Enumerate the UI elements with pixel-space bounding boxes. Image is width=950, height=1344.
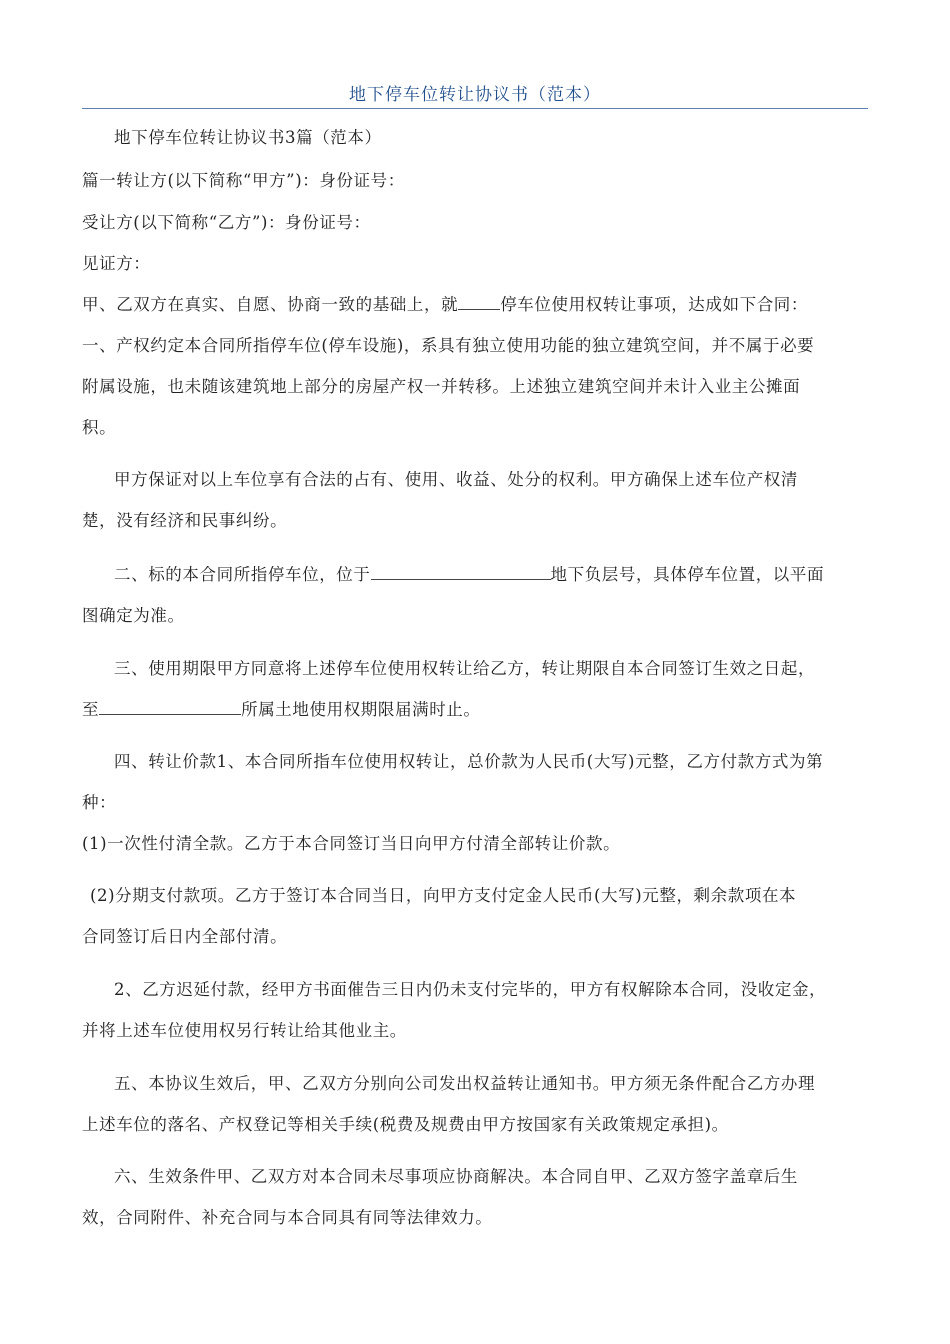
section-3-text-after: 所属土地使用权期限届满时止。 — [241, 700, 481, 719]
section-2-line: 图确定为准。 — [82, 606, 185, 625]
section-4-clause-2: 2、乙方迟延付款，经甲方书面催告三日内仍未支付完毕的，甲方有权解除本合同，没收定金， — [114, 980, 827, 999]
blank-field — [371, 565, 551, 580]
section-1-line: 一、产权约定本合同所指停车位(停车设施)，系具有独立使用功能的独立建筑空间，并不属于必要 — [82, 336, 815, 355]
party-a-line: 篇一转让方(以下简称“甲方”)：身份证号： — [82, 171, 405, 190]
section-2-line — [114, 565, 904, 585]
intro-text-after: 停车位使用权转让事项，达成如下合同： — [500, 295, 809, 314]
intro-text-before: 甲、乙双方在真实、自愿、协商一致的基础上，就 — [82, 295, 459, 314]
section-1-line: 积。 — [82, 418, 117, 437]
section-2-text-after: 地下负层号，具体停车位置，以平面 — [550, 565, 825, 584]
section-4-line: 四、转让价款1、本合同所指车位使用权转让，总价款为人民币(大写)元整，乙方付款方式为第 — [114, 752, 824, 771]
section-4-clause-2: 并将上述车位使用权另行转让给其他业主。 — [82, 1021, 407, 1040]
section-4-option-2: (2)分期支付款项。乙方于签订本合同当日，向甲方支付定金人民币(大写)元整，剩余款项在本 — [90, 886, 797, 905]
section-4-option-1: (1)一次性付清全款。乙方于本合同签订当日向甲方付清全部转让价款。 — [82, 834, 621, 853]
section-4-line: 种： — [82, 793, 117, 812]
section-1b-line: 楚，没有经济和民事纠纷。 — [82, 511, 288, 530]
section-3-line: 三、使用期限甲方同意将上述停车位使用权转让给乙方，转让期限自本合同签订生效之日起， — [114, 659, 816, 678]
section-6-line: 效，合同附件、补充合同与本合同具有同等法律效力。 — [82, 1208, 493, 1227]
page-title: 地下停车位转让协议书（范本） — [349, 85, 601, 105]
section-1-line: 附属设施，也未随该建筑地上部分的房屋产权一并转移。上述独立建筑空间并未计入业主公摊面 — [82, 377, 801, 396]
section-4-option-2: 合同签订后日内全部付清。 — [82, 927, 288, 946]
section-2-text-before: 二、标的本合同所指停车位，位于 — [114, 565, 371, 584]
section-6-line: 六、生效条件甲、乙双方对本合同未尽事项应协商解决。本合同自甲、乙双方签字盖章后生 — [114, 1167, 798, 1186]
document-subtitle: 地下停车位转让协议书3篇（范本） — [114, 128, 382, 147]
blank-field — [99, 700, 241, 715]
section-5-line: 上述车位的落名、产权登记等相关手续(税费及规费由甲方按国家有关政策规定承担)。 — [82, 1115, 729, 1134]
witness-line: 见证方： — [82, 254, 151, 273]
blank-field — [458, 295, 500, 310]
header-divider — [82, 108, 868, 109]
party-b-line: 受让方(以下简称“乙方”)：身份证号： — [82, 213, 371, 232]
section-1b-line: 甲方保证对以上车位享有合法的占有、使用、收益、处分的权利。甲方确保上述车位产权清 — [114, 470, 798, 489]
section-3-line — [82, 700, 872, 720]
section-3-text-before: 至 — [82, 700, 100, 719]
section-5-line: 五、本协议生效后，甲、乙双方分别向公司发出权益转让通知书。甲方须无条件配合乙方办理 — [114, 1074, 816, 1093]
intro-paragraph — [82, 295, 872, 315]
